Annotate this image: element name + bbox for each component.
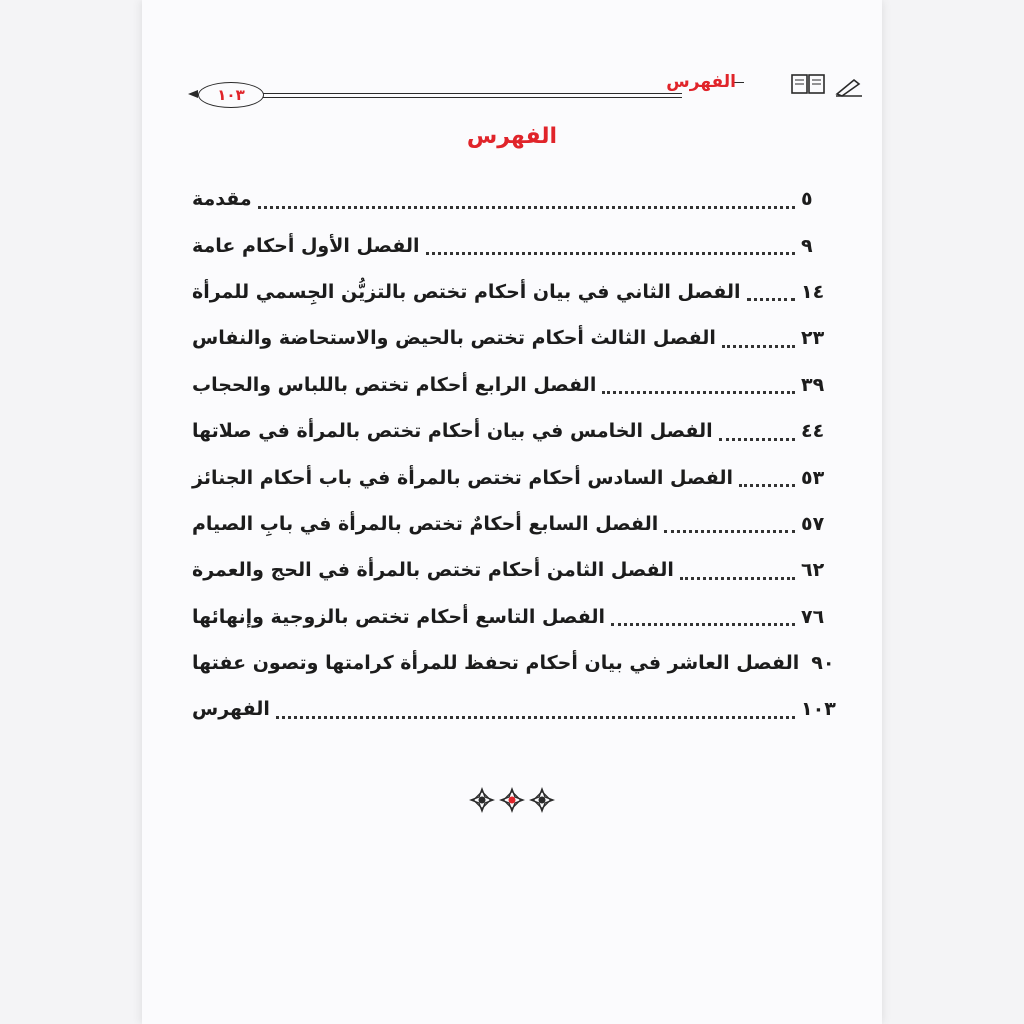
- toc-entry-title: الفصل السادس أحكام تختص بالمرأة في باب أحكام الجنائز: [192, 466, 734, 489]
- toc-entry-page: ٣٩: [801, 373, 825, 396]
- running-header: [142, 70, 882, 110]
- ornament-star-icon: [467, 786, 557, 814]
- toc-entry: [192, 269, 837, 315]
- toc-entry: [192, 222, 837, 268]
- toc-entry-page: ٦٢: [801, 559, 825, 582]
- toc-entry: [192, 454, 837, 500]
- toc-entry-title: الفصل التاسع أحكام تختص بالزوجية وإنهائها: [192, 605, 606, 628]
- toc-entry-title: الفصل الخامس في بيان أحكام تختص بالمرأة في صلاتها: [192, 420, 713, 443]
- toc-entry-title: الفصل الثامن أحكام تختص بالمرأة في الحج والعمرة: [192, 559, 674, 582]
- toc-entry-page: ٥٧: [801, 512, 825, 535]
- toc-entry: [192, 362, 837, 408]
- toc-entry-page: ٥: [801, 188, 813, 211]
- toc-entry-title: الفصل الثاني في بيان أحكام تختص بالتزيُّن الجِسمي للمرأة: [192, 280, 741, 303]
- rule-arrow-tip: [188, 90, 198, 98]
- header-rule: [262, 93, 682, 98]
- book-icon: [790, 72, 826, 96]
- toc-entry-title: الفصل الأول أحكام عامة: [192, 234, 420, 257]
- toc-entry-title: الفصل الرابع أحكام تختص باللباس والحجاب: [192, 373, 597, 396]
- toc-dot-leader: [722, 345, 795, 348]
- toc-dot-leader: [719, 438, 795, 441]
- toc-entry: [192, 315, 837, 361]
- toc-entry-title: الفصل الثالث أحكام تختص بالحيض والاستحاضة والنفاس: [192, 327, 716, 350]
- toc-entry-title: مقدمة: [192, 188, 252, 211]
- toc-entry-page: ٩: [801, 234, 813, 257]
- toc-entry: [192, 176, 837, 222]
- toc-dot-leader: [602, 391, 795, 394]
- toc-entry: [192, 501, 837, 547]
- toc-entry: [192, 547, 837, 593]
- toc-entry-page: ١٤: [801, 280, 825, 303]
- toc-entry-page: ٢٣: [801, 327, 825, 350]
- toc-entry-page: ٧٦: [801, 605, 825, 628]
- toc-dot-leader: [747, 298, 795, 301]
- header-title: الفهرس: [666, 72, 736, 92]
- toc-dot-leader: [611, 623, 795, 626]
- toc-entry-page: ١٠٣: [801, 698, 836, 721]
- toc-dot-leader: [258, 206, 795, 209]
- toc-entry: [192, 408, 837, 454]
- toc-entry-title: الفهرس: [192, 698, 270, 721]
- toc-entry-title: الفصل السابع أحكامٌ تختص بالمرأة في بابِ الصيام: [192, 512, 659, 535]
- pen-icon: [834, 76, 864, 98]
- toc-dot-leader: [680, 577, 795, 580]
- toc-dot-leader: [276, 716, 795, 719]
- toc-dot-leader: [739, 484, 795, 487]
- table-of-contents: [192, 176, 837, 733]
- page-title: الفهرس: [466, 124, 558, 149]
- header-page-number: ١٠٣: [198, 82, 264, 108]
- toc-dot-leader: [426, 252, 795, 255]
- book-page: [142, 0, 882, 1024]
- toc-entry: [192, 686, 837, 732]
- toc-entry: [192, 640, 837, 686]
- toc-entry-title: الفصل العاشر في بيان أحكام تحفظ للمرأة كرامتها وتصون عفتها: [192, 652, 800, 675]
- toc-entry-page: ٩٠: [811, 652, 835, 675]
- toc-entry: [192, 594, 837, 640]
- toc-dot-leader: [664, 530, 795, 533]
- toc-entry-page: ٤٤: [801, 420, 825, 443]
- toc-entry-page: ٥٣: [801, 466, 825, 489]
